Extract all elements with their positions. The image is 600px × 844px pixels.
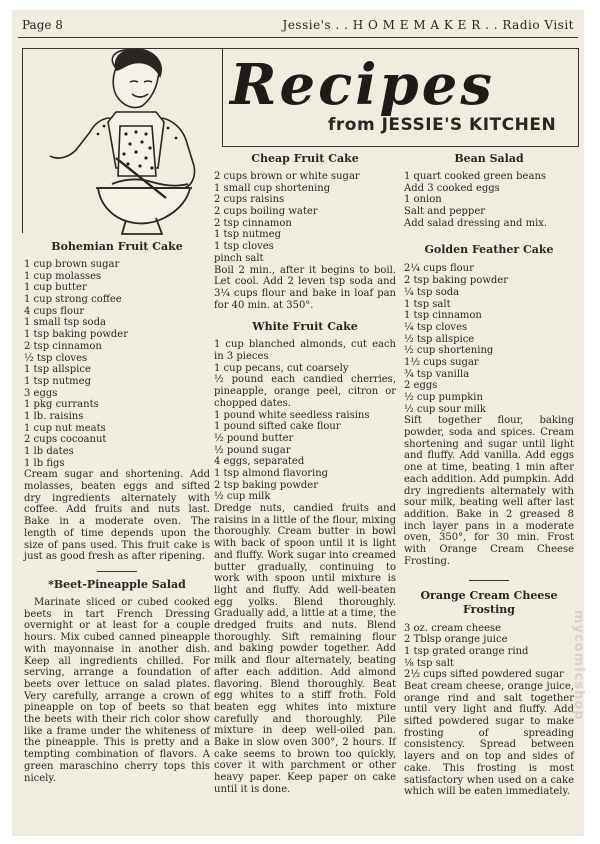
ingredient-line: 1 pound sifted cake flour [214,421,341,433]
ingredient-line: 2 cups brown or white sugar [214,171,360,182]
white-method: Dredge nuts, candied fruits and raisins in a little of the flour, mixing thoroughly. Cream butter in bowl with back of spoon until it is light and fluffy. Work sugar into creamed butter gradually, continuing to work with spoon until mixture is light and fluffy. Add well-beaten egg yolks. Blend thoroughly. Gradually add, a little at a time, the dredged fruits and nuts. Blend thoroughly. Sift remaining flour and baking powder together. Add milk and flour alternately, beating after each addition. Add almond flavoring. Blend thoroughly. Beat egg whites to a stiff froth. Fold beaten egg whites into mixture carefully and thoroughly. Pile mixture in deep well-oiled pan. Bake in slow oven 300°, 2 hours. If cake seems to brown too quickly, cover it with parchment or other heavy paper. Keep paper on cake until it is done. [214,503,396,795]
ingredient-line: 3 oz. cream cheese [404,622,502,634]
ingredient-line: 1 onion [404,194,442,206]
ingredient-line: ½ cup pumpkin [404,392,483,403]
ingredient-line: 2 cups raisins [214,194,285,206]
ingredient-line: 1 cup strong coffee [24,294,122,306]
orange-ingredients [404,623,574,681]
ingredient-line: 1 cup nut meats [24,422,106,434]
ingredient-line: ½ pound butter [214,432,294,444]
golden-feather-cake-title: Golden Feather Cake [424,243,554,257]
ingredient-line: 2 tsp cinnamon [24,340,102,352]
ingredient-line: 3 eggs [24,387,58,399]
section-rule [469,580,509,581]
ingredient-line: 2 cups cocoanut [24,434,107,446]
ingredient-line: 1 tsp grated orange rind [404,645,529,657]
ingredient-line: 1 pkg currants [24,399,99,411]
golden-ingredients [404,263,574,415]
ingredient-line: 4 cups flour [24,305,85,317]
ingredient-line: Add salad dressing and mix. [404,217,548,229]
bohemian-method: Cream sugar and shortening. Add molasses, beaten eggs and sifted dry ingredients alternately with coffee. Add fruits and nuts last. Bake in a moderate oven. The length of time depends upon the size of pans used. This fruit cake is just as good fresh as after ripening. [24,469,210,563]
ingredient-line: 2 tsp baking powder [404,275,508,287]
bohemian-fruit-cake-title: Bohemian Fruit Cake [51,240,183,253]
ingredient-line: 1 tsp cinnamon [404,310,482,322]
ingredient-line: 1 cup blanched almonds, cut each in 3 pieces [214,339,396,363]
ingredient-line: 1 tsp nutmeg [24,375,91,387]
ingredient-line: 2 cups boiling water [214,206,318,218]
ingredient-line: 1 tsp baking powder [24,329,128,341]
ingredient-line: 1 quart cooked green beans [404,171,547,182]
ingredient-line: pinch salt [214,252,264,264]
kitchen-subtitle: from JESSIE'S KITCHEN [328,115,557,135]
recipes-banner [228,52,576,144]
ingredient-line: ½ tsp cloves [24,352,88,364]
column-right [404,146,574,798]
ingredient-line: Salt and pepper [404,206,486,218]
running-title: Jessie's . . H O M E M A K E R . . Radio Visit [282,18,574,32]
bohemian-ingredients [24,259,210,469]
ingredient-line: 1 tsp almond flavoring [214,467,329,479]
cheap-method: Boil 2 min., after it begins to boil. Let cool. Add 2 leven tsp soda and 3¼ cups flour and bake in loaf pan for 40 min. at 350°. [214,264,396,311]
cheap-ingredients [214,171,396,265]
cheap-fruit-cake-title: Cheap Fruit Cake [251,152,359,165]
beet-method: Marinate sliced or cubed cooked beets in tart French Dressing overnight or at least for a couple hours. Mix cubed canned pineapple with mayonnaise in another dish. Keep all ingredients chilled. For serving, arrange a foundation of beets over lettuce on salad plates. Very carefully, arrange a crown of pineapple on top of beets so that the beets with their rich color show like a frame under the whiteness of the pineapple. This is pretty and a tempting combination of flavors. A green maraschino cherry tops this nicely. [24,597,210,784]
ingredient-line: 2½ cups sifted powdered sugar [404,669,564,681]
ingredient-line: 2 tsp cinnamon [214,217,292,229]
ingredient-line: 1 tsp cloves [214,241,274,253]
golden-method: Sift together flour, baking powder, soda and spices. Cream shortening and sugar until light and fluffy. Add vanilla. Add eggs one at time, beating 1 min after each addition. Add pumpkin. Add dry ingredients alternately with sour milk, beating well after last addition. Bake in 2 greased 8 inch layer pans in a moderate oven, 350°, for 30 min. Frost with Orange Cream Cheese Frosting. [404,415,574,567]
illustration-frame-left [22,48,23,233]
ingredient-line: 1 lb. raisins [24,410,84,422]
ingredient-line: ¼ tsp cloves [404,321,468,333]
ingredient-line: 2 tsp baking powder [214,479,318,491]
ingredient-line: ½ tsp allspice [404,333,475,345]
white-ingredients [214,339,396,503]
ingredient-line: 1 small cup shortening [214,182,331,194]
ingredient-line: ½ cup sour milk [404,403,486,415]
page-header [22,18,574,34]
ingredient-line: 1 lb figs [24,457,65,469]
orange-frosting-title-line1: Orange Cream Cheese [420,588,558,602]
ingredient-line: ½ pound each candied cherries, pineapple, orange peel, citron or chopped dates. [214,374,396,409]
ingredient-line: 1 cup brown sugar [24,259,120,270]
beet-pineapple-salad-title: *Beet-Pineapple Salad [48,578,186,591]
header-rule [18,37,578,38]
section-rule [97,571,137,572]
orange-frosting-title-line2: Frosting [463,602,515,616]
ingredient-line: ½ pound sugar [214,444,291,456]
watermark-text: mycomicshop [571,610,586,721]
banner-top-rule [222,48,579,49]
watermark [572,610,586,842]
ingredient-line: 1 lb dates [24,446,74,457]
magazine-page [12,10,584,836]
ingredient-line: ¼ tsp soda [404,286,460,298]
ingredient-line: 2 eggs [404,380,438,392]
ingredient-line: Add 3 cooked eggs [404,182,500,194]
ingredient-line: 1 tsp nutmeg [214,229,281,241]
ingredient-line: 2¼ cups flour [404,263,474,275]
cook-illustration [46,48,226,248]
ingredient-line: ½ cup shortening [404,345,494,357]
recipes-script-title: Recipes [230,52,495,118]
ingredient-line: 1 small tsp soda [24,317,106,329]
ingredient-line: 4 eggs, separated [214,456,305,468]
orange-method: Beat cream cheese, orange juice, orange rind and salt together until very light and fluffy. Add sifted powdered sugar to make frosting of spreading consistency. Spread between layers and on top and sides of cake. This frosting is most satisfactory when used on a cake which will be eaten immediately. [404,680,574,798]
ingredient-line: 1 tsp allspice [24,364,91,376]
column-left [24,234,210,784]
ingredient-line: 1 cup molasses [24,270,102,282]
column-middle [214,146,396,796]
bean-ingredients [404,171,574,229]
ingredient-line: ¾ tsp vanilla [404,368,470,380]
page-number: Page 8 [22,18,63,32]
ingredient-line: 1½ cups sugar [404,356,479,368]
ingredient-line: 2 Tblsp orange juice [404,634,508,646]
white-fruit-cake-title: White Fruit Cake [252,320,358,334]
ingredient-line: 1 cup butter [24,282,87,294]
banner-divider-right [578,48,579,146]
ingredient-line: ⅛ tsp salt [404,657,454,669]
bean-salad-title: Bean Salad [454,152,524,165]
ingredient-line: 1 cup pecans, cut coarsely [214,362,349,374]
ingredient-line: 1 pound white seedless raisins [214,409,370,421]
ingredient-line: ½ cup milk [214,491,271,503]
ingredient-line: 1 tsp salt [404,298,451,310]
